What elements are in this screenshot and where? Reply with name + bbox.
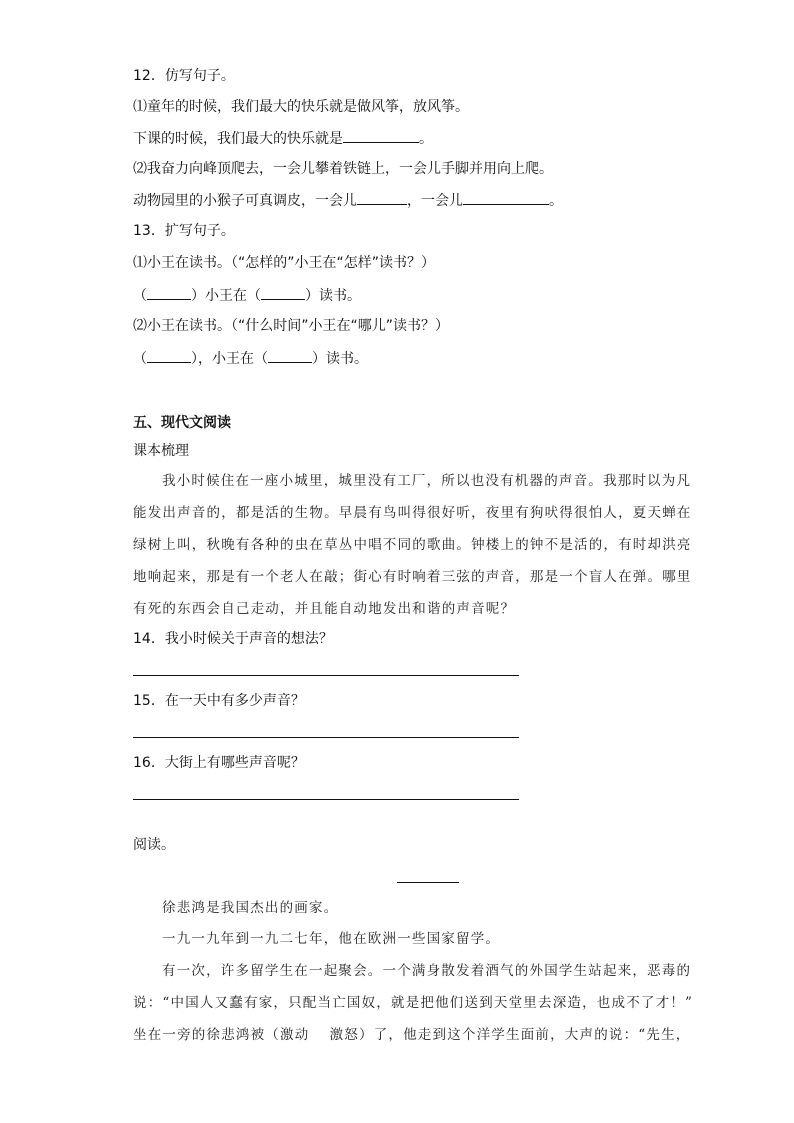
q13-item1: ⑴小王在读书。（“怎样的”小王在“怎样”读书？） [133,255,436,271]
passage-line: 绿树上叫，秋晚有各种的虫在草丛中唱不同的歌曲。钟楼上的钟不是活的，有时却洪亮 [133,537,692,553]
passage-line: 我小时候住在一座小城里，城里没有工厂，所以也没有机器的声音。我那时以为凡 [162,473,692,489]
answer-blank[interactable] [343,128,419,143]
q12-item2-example: ⑵我奋力向峰顶爬去，一会儿攀着铁链上，一会儿手脚并用向上爬。 [133,161,553,177]
answer-blank[interactable] [357,190,407,205]
q12-item2-prompt [133,190,563,211]
q15-prompt: 15．在一天中有多少声音？ [133,693,305,709]
answer-line-q14[interactable] [133,675,519,676]
q12-item1-prompt [133,128,433,149]
q13-item1-answer-text: ）小王在（ [191,288,261,304]
answer-blank[interactable] [463,190,549,205]
q12-title: 12．仿写句子。 [133,68,235,84]
answer-blank[interactable] [261,285,305,300]
q14-prompt: 14．我小时候关于声音的想法？ [133,631,333,647]
punctuation: 。 [419,131,433,147]
reading-para: 一九一九年到一九二七年，他在欧洲一些国家留学。 [162,931,501,947]
q12-item2-prompt-text: 动物园里的小猴子可真调皮，一会儿 [133,193,357,209]
q13-item1-answer-end: ）读书。 [305,288,361,304]
answer-blank[interactable] [147,285,191,300]
passage-line: 有死的东西会自己走动，并且能自动地发出和谐的声音呢？ [133,601,516,617]
reading-para: 有一次，许多留学生在一起聚会。一个满身散发着酒气的外国学生站起来，恶毒的 [162,963,692,979]
q13-item2-answer-text: ），小王在（ [191,351,268,367]
reading-para: 坐在一旁的徐悲鸿被（激动 激怒）了，他走到这个洋学生面前，大声的说：“先生， [133,1027,691,1043]
passage-line: 能发出声音的，都是活的生物。早晨有鸟叫得很好听，夜里有狗吠得很怕人，夏天蝉在 [133,505,692,521]
answer-line-q15[interactable] [133,737,519,738]
section-heading: 五、现代文阅读 [133,415,231,431]
reading-para: 徐悲鸿是我国杰出的画家。 [162,900,339,916]
section-subheading: 课本梳理 [133,443,189,459]
bracket: （ [133,351,147,367]
q13-item2-answer-end: ）读书。 [312,351,368,367]
q12-item1-prompt-text: 下课的时候，我们最大的快乐就是 [133,131,343,147]
punctuation: 。 [549,193,563,209]
answer-blank[interactable] [147,348,191,363]
reading-para: 说：“中国人又蠢有家，只配当亡国奴，就是把他们送到天堂里去深造，也成不了才！” [133,995,694,1011]
q12-item2-prompt-mid: ，一会儿 [407,193,463,209]
q13-item2-answer [133,348,368,369]
reading-heading: 阅读。 [133,837,175,853]
passage-line: 地响起来，那是有一个老人在敲；街心有时响着三弦的声音，那是一个盲人在弹。哪里 [133,569,692,585]
q13-title: 13．扩写句子。 [133,223,235,239]
q13-item1-answer [133,285,361,306]
q16-prompt: 16．大街上有哪些声音呢？ [133,755,305,771]
answer-line-q16[interactable] [133,799,519,800]
q13-item2: ⑵小王在读书。（“什么时间”小王在“哪儿”读书？） [133,318,450,334]
answer-blank[interactable] [268,348,312,363]
q12-item1-example: ⑴童年的时候，我们最大的快乐就是做风筝，放风筝。 [133,99,469,115]
bracket: （ [133,288,147,304]
title-blank[interactable] [397,882,459,883]
